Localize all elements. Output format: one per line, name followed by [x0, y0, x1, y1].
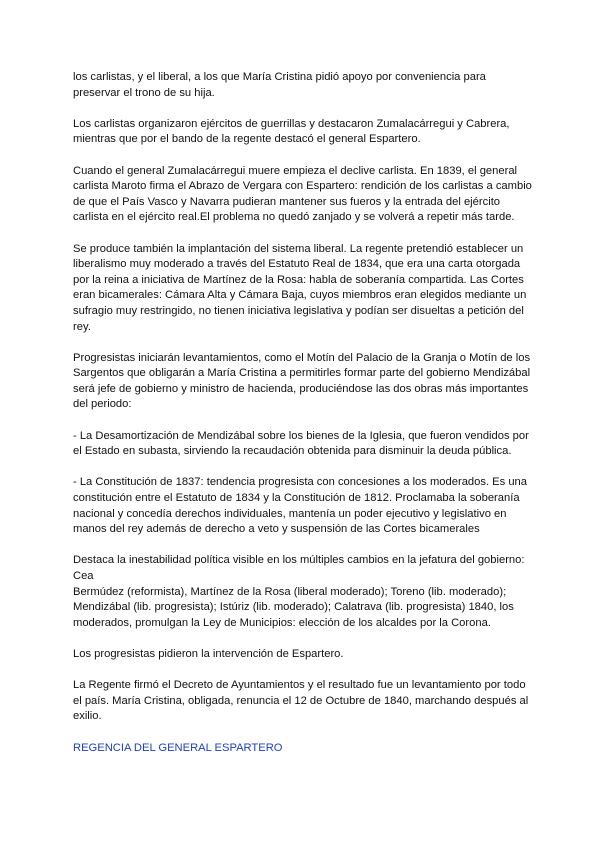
section-heading-regencia-espartero: REGENCIA DEL GENERAL ESPARTERO	[73, 741, 283, 754]
paragraph-constitucion-1837: - La Constitución de 1837: tendencia progresista con concesiones a los moderados. Es una constitución entre el Estatuto de 1834 y la Constitución de 1812. Proclamaba la soberanía nacional y concedía derechos individuales, mantenía un poder ejecutivo y legislativo en manos del rey además de derecho a veto y suspensión de las Cortes bicamerales	[73, 476, 527, 536]
document-page	[73, 70, 533, 756]
paragraph-guerrillas: Los carlistas organizaron ejércitos de guerrillas y destacaron Zumalacárregui y Cabrera, mientras que por el bando de la regente destacó el general Espartero.	[73, 117, 510, 146]
paragraph-inestabilidad-politica: Destaca la inestabilidad política visible en los múltiples cambios en la jefatura del gobierno: Cea Bermúdez (reformista), Martínez de la Rosa (liberal moderado); Toreno (lib. moderado); Mendizábal (lib. progresista); Istúriz (lib. moderado); Calatrava (lib. progresista) 1840, los moderados, promulgan la Ley de Municipios: elección de los alcaldes por la Corona.	[73, 554, 525, 629]
paragraph-sistema-liberal: Se produce también la implantación del sistema liberal. La regente pretendió establecer un liberalismo muy moderado a través del Estatuto Real de 1834, que era una carta otorgada por la reina a iniciativa de Martínez de la Rosa: habla de soberanía compartida. Las Cortes eran bicamerales: Cámara Alta y Cámara Baja, cuyos miembros eran elegidos mediante un sufragio muy restringido, no tienen iniciativa legislativa y podían ser disueltas a petición del rey.	[73, 242, 527, 333]
paragraph-progresistas-levantamientos: Progresistas iniciarán levantamientos, como el Motín del Palacio de la Granja o Motín de los Sargentos que obligarán a María Cristina a permitirles formar parte del gobierno Mendizábal será jefe de gobierno y ministro de hacienda, produciéndose las dos obras más importantes del periodo:	[73, 351, 531, 411]
paragraph-desamortizacion: - La Desamortización de Mendizábal sobre los bienes de la Iglesia, que fueron vendidos por el Estado en subasta, sirviendo la recaudación obtenida para disminuir la deuda pública.	[73, 429, 529, 458]
paragraph-decreto-ayuntamientos: La Regente firmó el Decreto de Ayuntamientos y el resultado fue un levantamiento por todo el país. María Cristina, obligada, renuncia el 12 de Octubre de 1840, marchando después al exilio.	[73, 679, 529, 723]
paragraph-intervencion-espartero: Los progresistas pidieron la intervención de Espartero.	[73, 647, 344, 660]
paragraph-abrazo-vergara: Cuando el general Zumalacárregui muere empieza el declive carlista. En 1839, el general carlista Maroto firma el Abrazo de Vergara con Espartero: rendición de los carlistas a cambio de que el País Vasco y Navarra pudieran mantener sus fueros y la entrada del ejército carlista en el ejército real.El problema no quedó zanjado y se volverá a repetir más tarde.	[73, 164, 532, 224]
paragraph-intro-carlistas: los carlistas, y el liberal, a los que María Cristina pidió apoyo por conveniencia para preservar el trono de su hija.	[73, 71, 486, 99]
